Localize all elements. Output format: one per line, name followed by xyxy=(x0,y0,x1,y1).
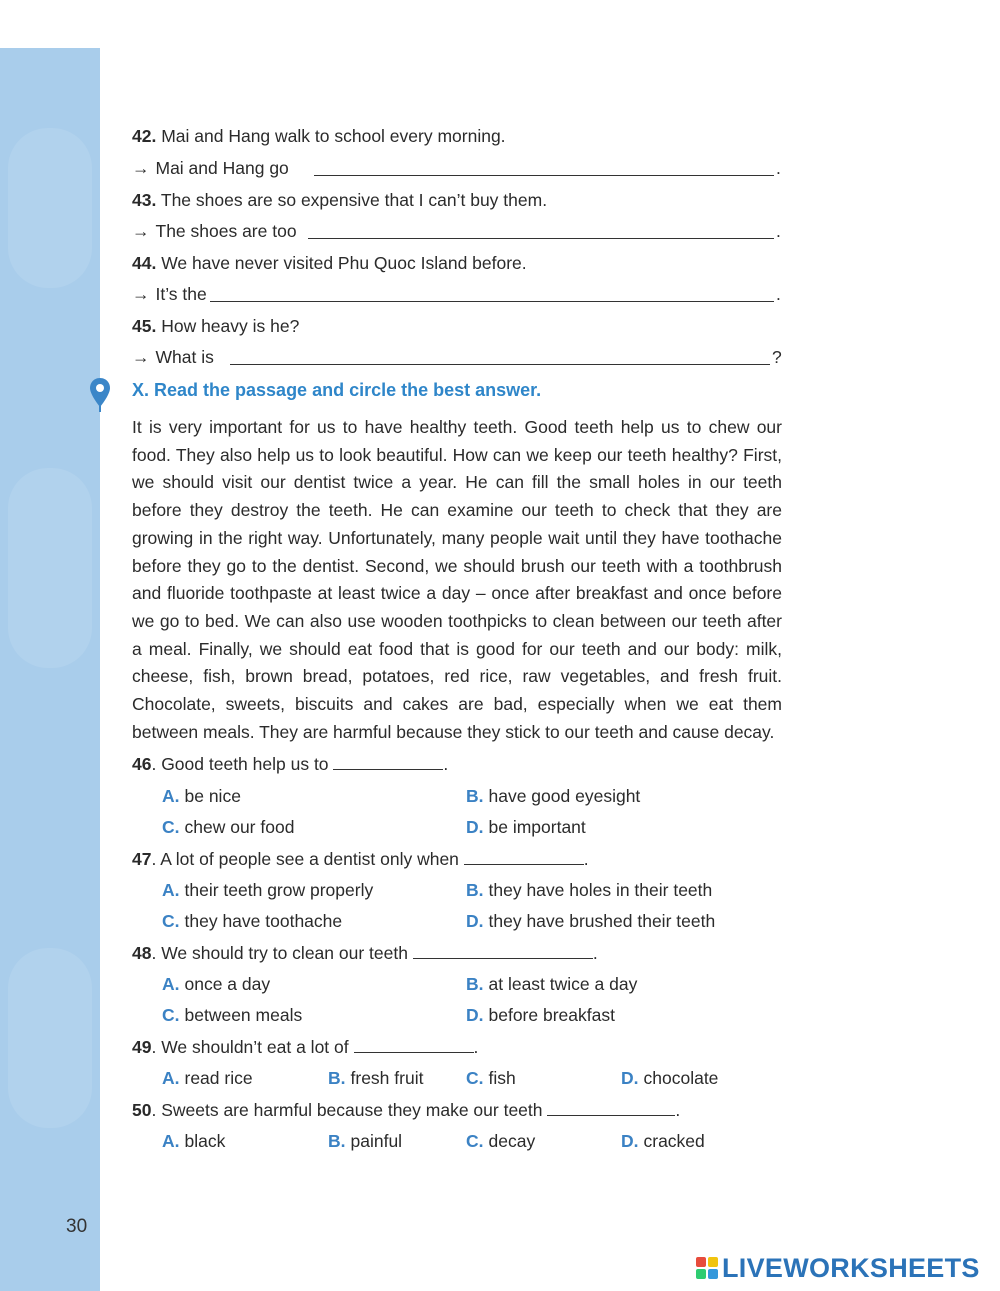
option-text: be important xyxy=(488,817,586,837)
section-title: X. Read the passage and circle the best answer. xyxy=(132,380,542,400)
question-46 xyxy=(132,752,448,776)
option-a[interactable] xyxy=(162,1066,253,1090)
arrow-icon: → xyxy=(132,221,150,241)
option-text: cracked xyxy=(643,1131,705,1151)
question-number: 49 xyxy=(132,1037,152,1057)
option-c[interactable] xyxy=(466,1066,516,1090)
answer-blank-42[interactable] xyxy=(314,175,774,176)
option-text: chocolate xyxy=(643,1068,719,1088)
question-number: 43. xyxy=(132,190,157,210)
rewrite-item-42 xyxy=(132,124,506,148)
option-b[interactable] xyxy=(466,784,640,808)
original-sentence: We have never visited Phu Quoc Island before. xyxy=(161,253,527,273)
option-text: they have toothache xyxy=(184,911,343,931)
question-number: 50 xyxy=(132,1100,152,1120)
option-letter: C. xyxy=(162,1005,180,1025)
option-a[interactable] xyxy=(162,1129,225,1153)
option-letter: A. xyxy=(162,1131,180,1151)
question-number: 48 xyxy=(132,943,152,963)
answer-blank[interactable] xyxy=(413,944,593,959)
reading-passage: It is very important for us to have healthy teeth. Good teeth help us to chew our food. They also help us to look beautiful. How can we keep our teeth healthy? First, we should visit our dentist twice a year. He can fill the small holes in our teeth before they destroy the teeth. He can examine our teeth to check that they are growing in the right way. Unfortunately, many people wait until they have toothache before they go to the dentist. Second, we should brush our teeth with a toothbrush and fluoride toothpaste at least twice a day – once after breakfast and once before we go to bed. We can also use wooden toothpicks to clean between our teeth after a meal. Finally, we should eat food that is good for our teeth and our body: milk, cheese, fish, brown bread, potatoes, red rice, raw vegetables, and fresh fruit. Chocolate, sweets, biscuits and cakes are bad, especially when we eat them between meals. They are harmful because they stick to our teeth and cause decay. xyxy=(132,417,782,742)
prompt-text: It’s the xyxy=(155,284,207,304)
option-letter: A. xyxy=(162,786,180,806)
option-text: fish xyxy=(488,1068,516,1088)
option-letter: B. xyxy=(466,786,484,806)
option-letter: A. xyxy=(162,880,180,900)
option-letter: A. xyxy=(162,1068,180,1088)
question-number: 46 xyxy=(132,754,152,774)
option-text: they have brushed their teeth xyxy=(488,911,716,931)
option-text: be nice xyxy=(184,786,241,806)
option-d[interactable] xyxy=(621,1066,718,1090)
sidebar-doodle xyxy=(8,468,92,668)
answer-blank-45[interactable] xyxy=(230,364,770,365)
option-d[interactable] xyxy=(466,815,586,839)
question-number: 44. xyxy=(132,253,157,273)
option-letter: C. xyxy=(466,1131,484,1151)
option-text: once a day xyxy=(184,974,271,994)
prompt-text: The shoes are too xyxy=(155,221,297,241)
question-47 xyxy=(132,847,589,871)
original-sentence: How heavy is he? xyxy=(161,316,300,336)
option-c[interactable] xyxy=(162,909,342,933)
option-text: fresh fruit xyxy=(350,1068,424,1088)
question-49 xyxy=(132,1035,478,1059)
option-letter: B. xyxy=(466,974,484,994)
option-b[interactable] xyxy=(328,1129,402,1153)
end-punctuation: . xyxy=(776,158,781,178)
liveworksheets-brand[interactable] xyxy=(696,1253,980,1283)
original-sentence: Mai and Hang walk to school every morning. xyxy=(161,126,506,146)
answer-blank[interactable] xyxy=(354,1038,474,1053)
end-punctuation: . xyxy=(443,754,449,774)
location-pin-icon xyxy=(89,377,111,413)
rewrite-prompt-43 xyxy=(132,219,297,243)
question-number: 47 xyxy=(132,849,152,869)
option-letter: D. xyxy=(621,1068,639,1088)
brand-text: LIVEWORKSHEETS xyxy=(722,1252,980,1283)
question-number: 42. xyxy=(132,126,157,146)
option-text: black xyxy=(184,1131,226,1151)
option-text: have good eyesight xyxy=(488,786,641,806)
question-text: . We should try to clean our teeth xyxy=(151,943,408,963)
answer-blank-43[interactable] xyxy=(308,238,774,239)
option-letter: C. xyxy=(162,911,180,931)
option-text: their teeth grow properly xyxy=(184,880,374,900)
end-punctuation: . xyxy=(776,284,781,304)
answer-blank[interactable] xyxy=(333,755,443,770)
question-number: 45. xyxy=(132,316,157,336)
end-punctuation: . xyxy=(675,1100,681,1120)
option-text: decay xyxy=(488,1131,536,1151)
rewrite-item-45 xyxy=(132,314,299,338)
option-letter: C. xyxy=(162,817,180,837)
arrow-icon: → xyxy=(132,158,150,178)
rewrite-item-44 xyxy=(132,251,527,275)
arrow-icon: → xyxy=(132,284,150,304)
option-b[interactable] xyxy=(466,878,712,902)
option-text: at least twice a day xyxy=(488,974,638,994)
answer-blank-44[interactable] xyxy=(210,301,774,302)
sidebar-doodle xyxy=(8,948,92,1128)
option-c[interactable] xyxy=(466,1129,535,1153)
sidebar-doodle xyxy=(8,128,92,288)
option-b[interactable] xyxy=(466,972,637,996)
option-letter: B. xyxy=(328,1068,346,1088)
end-punctuation: . xyxy=(473,1037,479,1057)
option-a[interactable] xyxy=(162,972,270,996)
end-punctuation: . xyxy=(592,943,598,963)
prompt-text: Mai and Hang go xyxy=(155,158,289,178)
arrow-icon: → xyxy=(132,347,150,367)
option-letter: C. xyxy=(466,1068,484,1088)
decorative-sidebar xyxy=(0,48,100,1291)
option-c[interactable] xyxy=(162,815,294,839)
option-d[interactable] xyxy=(466,909,715,933)
option-text: read rice xyxy=(184,1068,253,1088)
question-48 xyxy=(132,941,598,965)
rewrite-prompt-45 xyxy=(132,345,214,369)
option-a[interactable] xyxy=(162,878,373,902)
option-b[interactable] xyxy=(328,1066,423,1090)
rewrite-prompt-44 xyxy=(132,282,207,306)
original-sentence: The shoes are so expensive that I can’t buy them. xyxy=(160,190,548,210)
question-text: . A lot of people see a dentist only when xyxy=(151,849,459,869)
end-punctuation: . xyxy=(776,221,781,241)
option-text: before breakfast xyxy=(488,1005,615,1025)
option-letter: D. xyxy=(621,1131,639,1151)
page-number: 30 xyxy=(66,1216,88,1237)
option-letter: B. xyxy=(328,1131,346,1151)
option-letter: A. xyxy=(162,974,180,994)
prompt-text: What is xyxy=(155,347,214,367)
liveworksheets-logo-icon xyxy=(696,1257,718,1279)
answer-blank[interactable] xyxy=(547,1101,675,1116)
option-c[interactable] xyxy=(162,1003,302,1027)
question-50 xyxy=(132,1098,680,1122)
option-text: painful xyxy=(350,1131,403,1151)
option-text: chew our food xyxy=(184,817,295,837)
end-punctuation: ? xyxy=(772,347,782,367)
option-d[interactable] xyxy=(621,1129,705,1153)
question-text: . We shouldn’t eat a lot of xyxy=(151,1037,349,1057)
answer-blank[interactable] xyxy=(464,850,584,865)
option-a[interactable] xyxy=(162,784,241,808)
end-punctuation: . xyxy=(583,849,589,869)
rewrite-item-43 xyxy=(132,188,547,212)
option-letter: B. xyxy=(466,880,484,900)
option-letter: D. xyxy=(466,817,484,837)
option-letter: D. xyxy=(466,911,484,931)
option-letter: D. xyxy=(466,1005,484,1025)
question-text: . Good teeth help us to xyxy=(151,754,329,774)
option-text: they have holes in their teeth xyxy=(488,880,713,900)
rewrite-prompt-42 xyxy=(132,156,289,180)
question-text: . Sweets are harmful because they make our teeth xyxy=(151,1100,543,1120)
option-text: between meals xyxy=(184,1005,303,1025)
option-d[interactable] xyxy=(466,1003,615,1027)
